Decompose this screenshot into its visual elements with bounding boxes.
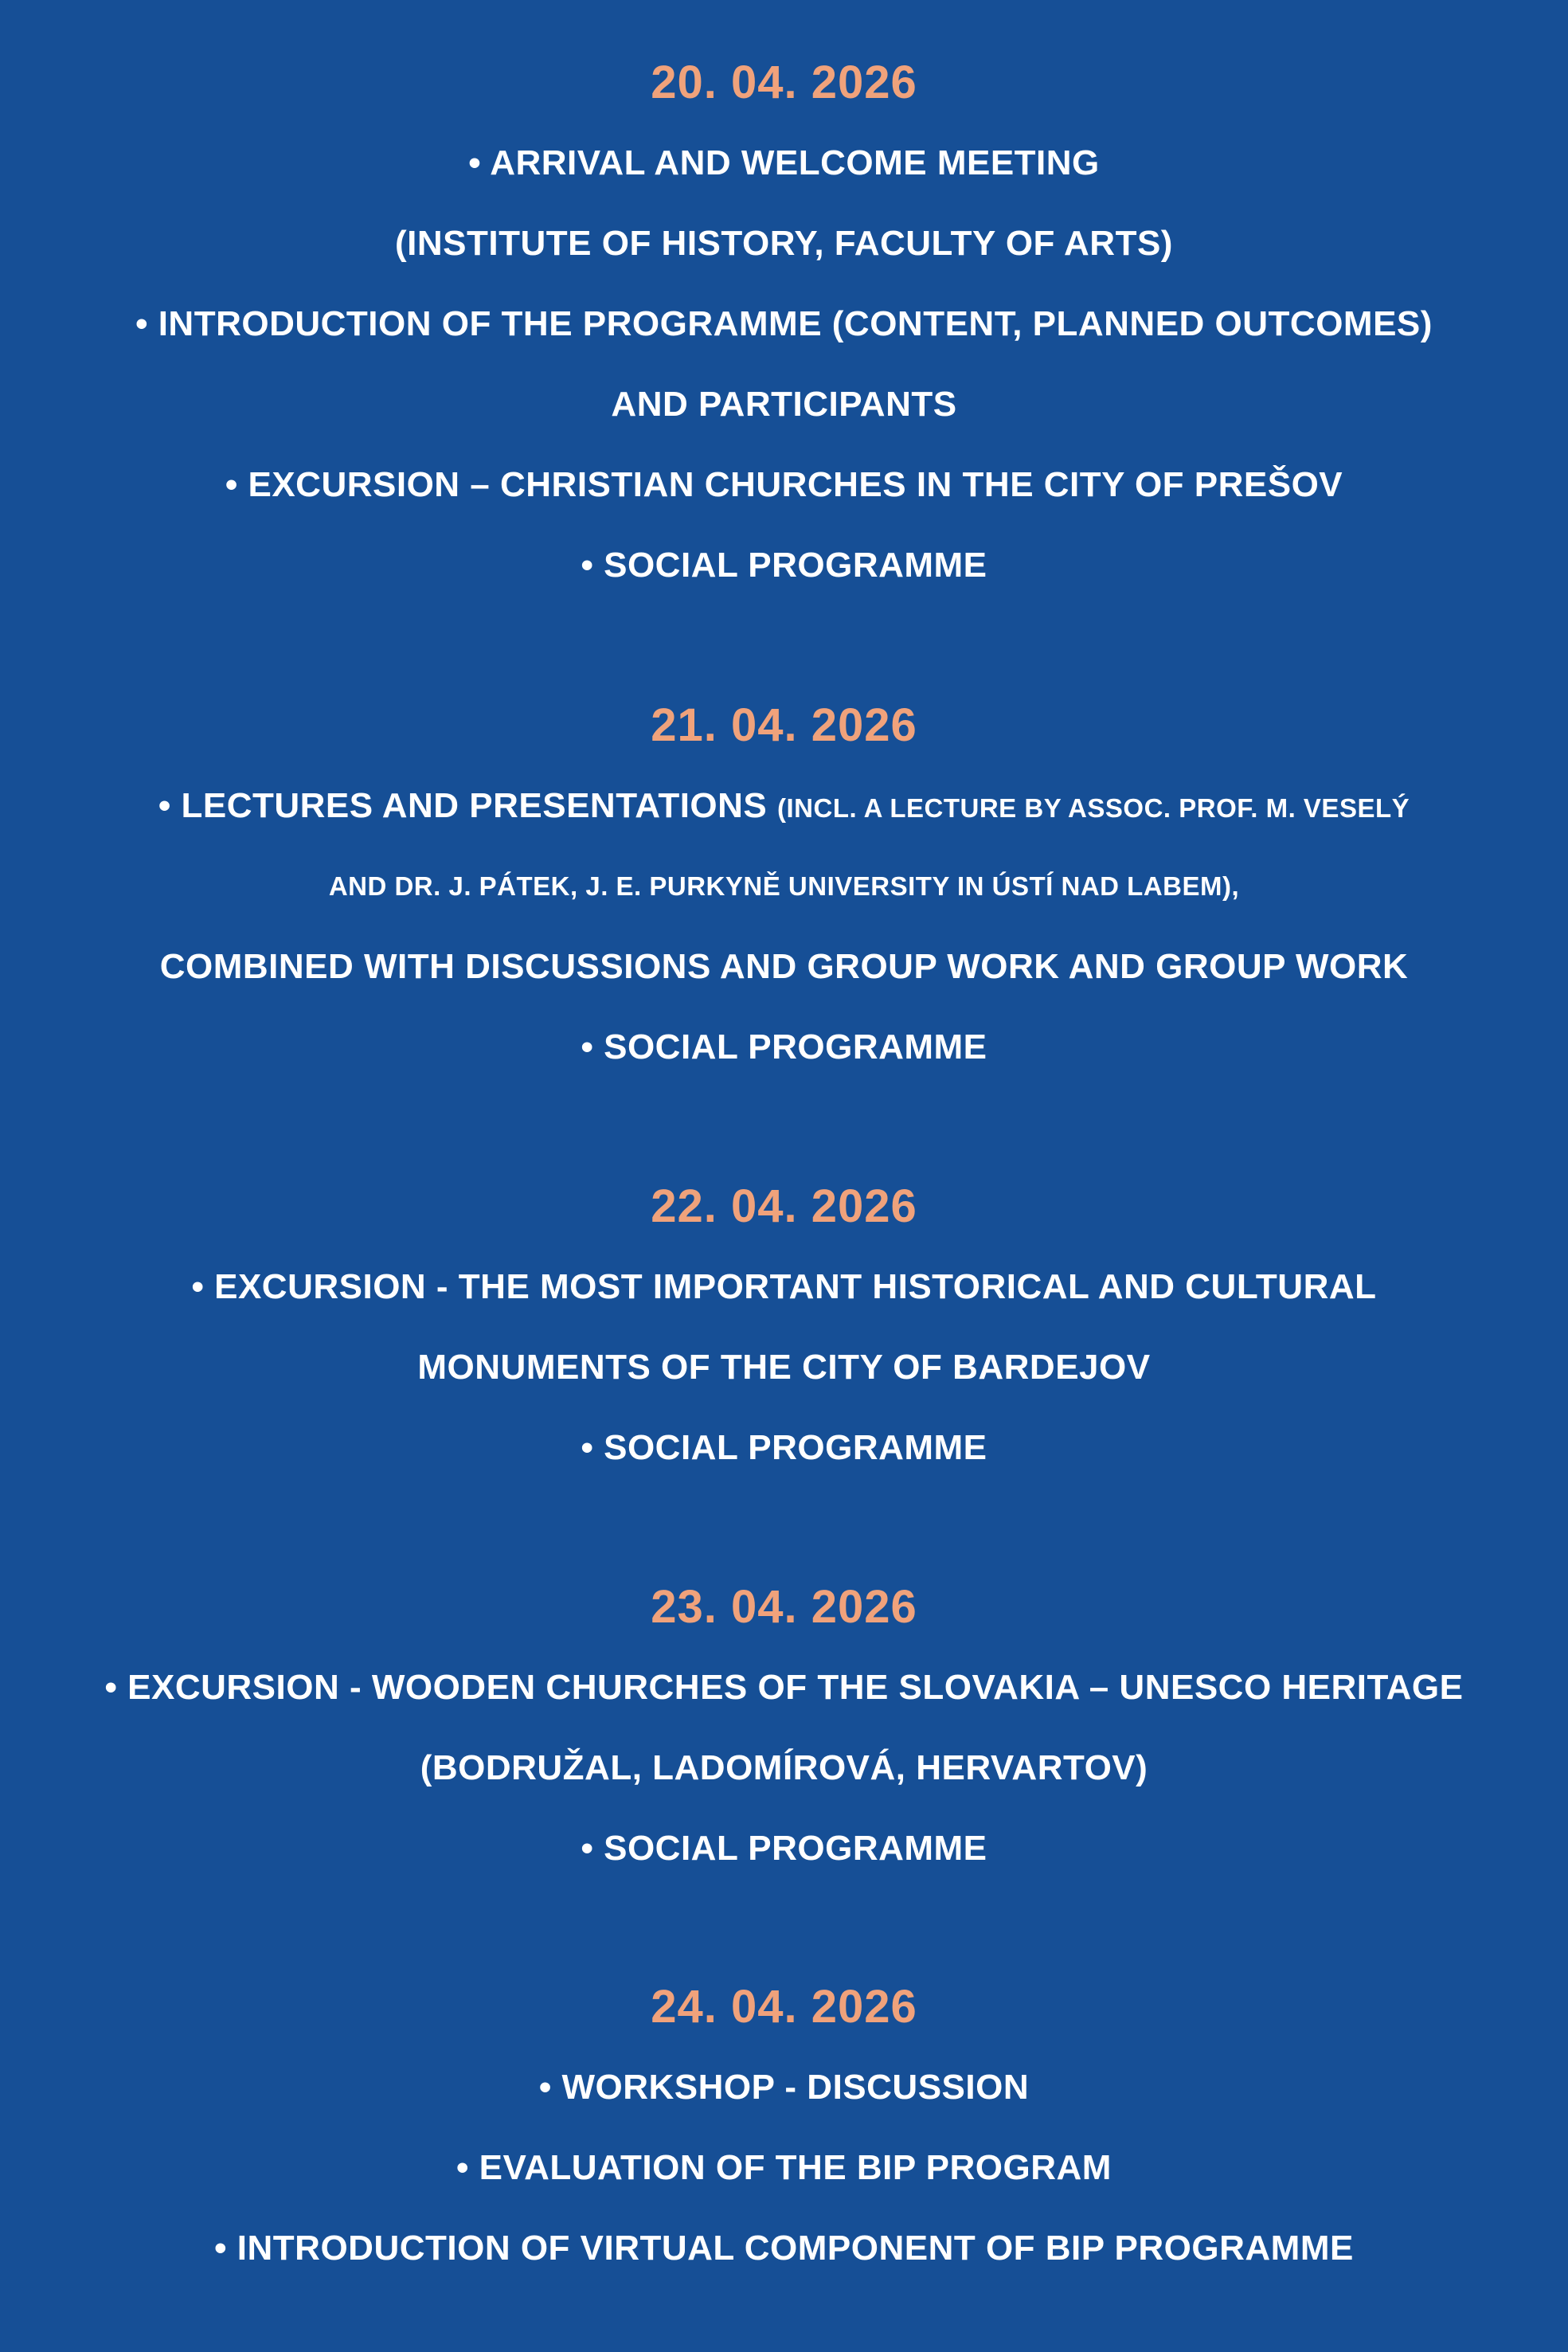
day-section-22-04-2026 — [0, 1166, 1568, 1488]
day-section-23-04-2026 — [0, 1567, 1568, 1888]
agenda-item: • SOCIAL PROGRAMME — [581, 1829, 987, 1868]
agenda-item: • ARRIVAL AND WELCOME MEETING — [468, 143, 1100, 182]
day-section-20-04-2026 — [0, 42, 1568, 605]
agenda-item: • EXCURSION - WOODEN CHURCHES OF THE SLOVAKIA – UNESCO HERITAGE — [104, 1668, 1464, 1707]
agenda-item: • WORKSHOP - DISCUSSION — [538, 2068, 1030, 2107]
agenda-item: (INSTITUTE OF HISTORY, FACULTY OF ARTS) — [395, 224, 1173, 263]
agenda-item: MONUMENTS OF THE CITY OF BARDEJOV — [417, 1348, 1151, 1387]
day-date: 20. 04. 2026 — [651, 57, 917, 108]
agenda-item-lectures — [0, 765, 1568, 846]
agenda-item: • INTRODUCTION OF VIRTUAL COMPONENT OF BIP PROGRAMME — [214, 2229, 1354, 2268]
agenda-item: COMBINED WITH DISCUSSIONS AND GROUP WORK AND GROUP WORK — [159, 947, 1409, 986]
agenda-item: • INTRODUCTION OF THE PROGRAMME (CONTENT, PLANNED OUTCOMES) — [135, 304, 1433, 343]
day-section-24-04-2026 — [0, 1967, 1568, 2288]
lecture-note-continued: AND DR. J. PÁTEK, J. E. PURKYNĚ UNIVERSITY IN ÚSTÍ NAD LABEM), — [328, 871, 1240, 901]
day-section-21-04-2026 — [0, 685, 1568, 1087]
day-date: 22. 04. 2026 — [651, 1180, 917, 1232]
agenda-item: • EXCURSION - THE MOST IMPORTANT HISTORICAL AND CULTURAL — [191, 1267, 1377, 1306]
agenda-item: • EXCURSION – CHRISTIAN CHURCHES IN THE CITY OF PREŠOV — [225, 465, 1343, 504]
lecture-main-text: • LECTURES AND PRESENTATIONS — [158, 786, 768, 825]
agenda-item: AND PARTICIPANTS — [611, 385, 957, 424]
agenda-item: • SOCIAL PROGRAMME — [581, 1027, 987, 1066]
agenda-item: (BODRUŽAL, LADOMÍROVÁ, HERVARTOV) — [420, 1748, 1148, 1787]
lecture-note-text: (INCL. A LECTURE BY ASSOC. PROF. M. VESELÝ — [777, 793, 1410, 823]
agenda-item: • SOCIAL PROGRAMME — [581, 1428, 987, 1467]
day-date: 24. 04. 2026 — [651, 1981, 917, 2033]
agenda-item: • EVALUATION OF THE BIP PROGRAM — [456, 2148, 1112, 2187]
agenda-item: • SOCIAL PROGRAMME — [581, 546, 987, 585]
day-date: 23. 04. 2026 — [651, 1581, 917, 1633]
day-date: 21. 04. 2026 — [651, 699, 917, 751]
